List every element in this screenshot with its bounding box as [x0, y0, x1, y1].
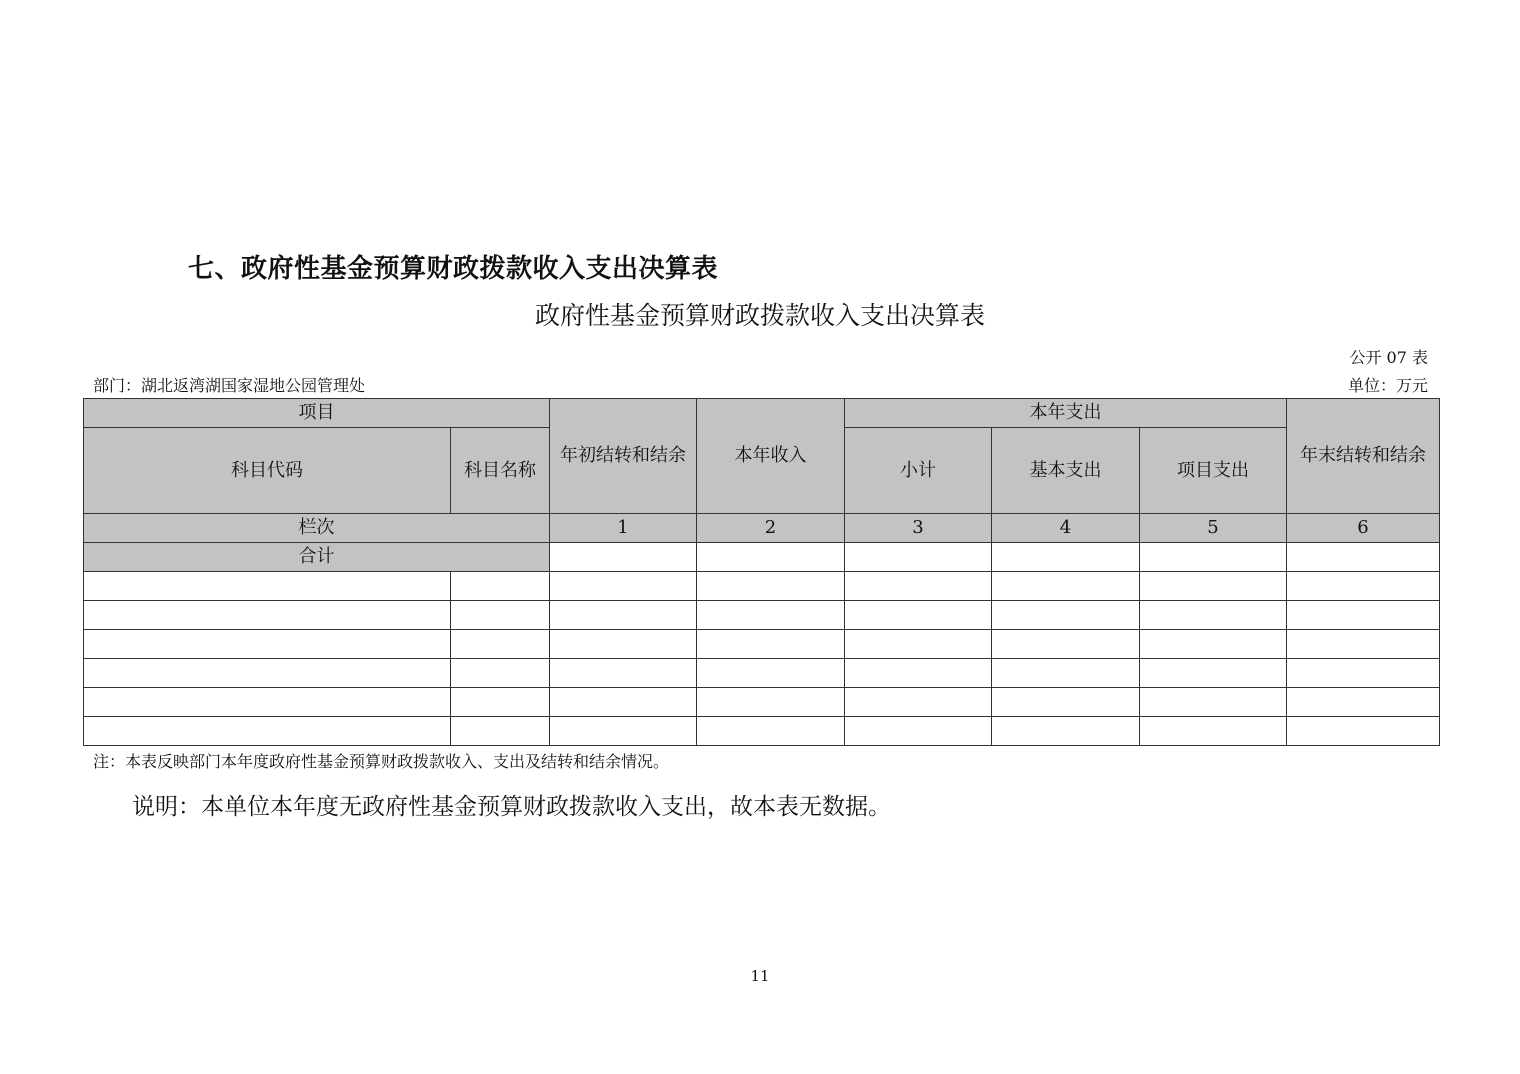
column-index-number: 5	[1140, 514, 1287, 543]
column-index-number: 4	[992, 514, 1140, 543]
section-heading: 七、政府性基金预算财政拨款收入支出决算表	[188, 254, 719, 284]
header-current-year-expenditure: 本年支出	[845, 399, 1287, 428]
table-cell	[697, 630, 845, 659]
header-project-expenditure: 项目支出	[1140, 428, 1287, 514]
table-cell	[697, 601, 845, 630]
table-title: 政府性基金预算财政拨款收入支出决算表	[534, 301, 985, 330]
table-cell	[697, 717, 845, 746]
table-cell	[84, 717, 451, 746]
table-cell	[1287, 659, 1440, 688]
table-cell	[550, 630, 697, 659]
header-opening-balance: 年初结转和结余	[550, 399, 697, 514]
table-cell	[1287, 601, 1440, 630]
table-cell	[451, 630, 550, 659]
table-cell	[992, 630, 1140, 659]
form-code: 公开 07 表	[1349, 348, 1428, 367]
table-cell	[84, 572, 451, 601]
header-subject-code: 科目代码	[84, 428, 451, 514]
table-cell	[451, 659, 550, 688]
department-label: 部门：湖北返湾湖国家湿地公园管理处	[93, 376, 366, 395]
table-cell	[992, 688, 1140, 717]
table-cell	[992, 659, 1140, 688]
table-cell	[1287, 630, 1440, 659]
table-cell	[845, 572, 992, 601]
table-cell	[550, 572, 697, 601]
table-note: 注：本表反映部门本年度政府性基金预算财政拨款收入、支出及结转和结余情况。	[93, 752, 670, 771]
budget-table	[83, 398, 1440, 746]
column-index-label: 栏次	[84, 514, 550, 543]
table-cell	[1140, 659, 1287, 688]
table-cell	[84, 688, 451, 717]
explanation-text: 说明：本单位本年度无政府性基金预算财政拨款收入支出，故本表无数据。	[132, 794, 891, 820]
total-cell	[550, 543, 697, 572]
column-index-number: 3	[845, 514, 992, 543]
table-cell	[1140, 601, 1287, 630]
table-cell	[1140, 630, 1287, 659]
page-number: 11	[750, 967, 770, 985]
table-row	[84, 572, 1440, 601]
table-cell	[992, 572, 1140, 601]
table-cell	[992, 717, 1140, 746]
table-cell	[451, 717, 550, 746]
table-cell	[845, 659, 992, 688]
total-label: 合计	[84, 543, 550, 572]
table-row	[84, 717, 1440, 746]
table-cell	[697, 688, 845, 717]
total-row	[84, 543, 1440, 572]
total-cell	[1140, 543, 1287, 572]
column-index-number: 1	[550, 514, 697, 543]
header-subtotal: 小计	[845, 428, 992, 514]
header-subject-name: 科目名称	[451, 428, 550, 514]
table-row	[84, 601, 1440, 630]
table-cell	[550, 688, 697, 717]
header-closing-balance: 年末结转和结余	[1287, 399, 1440, 514]
total-cell	[992, 543, 1140, 572]
table-cell	[697, 659, 845, 688]
header-basic-expenditure: 基本支出	[992, 428, 1140, 514]
table-cell	[550, 659, 697, 688]
table-cell	[1287, 717, 1440, 746]
table-row	[84, 688, 1440, 717]
header-row-1	[84, 399, 1440, 428]
header-project: 项目	[84, 399, 550, 428]
table-cell	[1287, 572, 1440, 601]
column-index-number: 6	[1287, 514, 1440, 543]
column-index-row	[84, 514, 1440, 543]
table-cell	[992, 601, 1140, 630]
table-cell	[1140, 717, 1287, 746]
table-cell	[697, 572, 845, 601]
table-cell	[845, 717, 992, 746]
header-current-year-income: 本年收入	[697, 399, 845, 514]
table-row	[84, 630, 1440, 659]
column-index-number: 2	[697, 514, 845, 543]
total-cell	[697, 543, 845, 572]
table-cell	[84, 630, 451, 659]
table-cell	[1287, 688, 1440, 717]
table-cell	[451, 572, 550, 601]
total-cell	[845, 543, 992, 572]
table-cell	[1140, 572, 1287, 601]
table-cell	[550, 717, 697, 746]
table-cell	[1140, 688, 1287, 717]
table-cell	[845, 688, 992, 717]
table-cell	[845, 630, 992, 659]
table-row	[84, 659, 1440, 688]
table-cell	[845, 601, 992, 630]
table-cell	[451, 688, 550, 717]
table-cell	[84, 659, 451, 688]
table-cell	[84, 601, 451, 630]
total-cell	[1287, 543, 1440, 572]
table-cell	[451, 601, 550, 630]
unit-label: 单位：万元	[1347, 376, 1428, 395]
table-cell	[550, 601, 697, 630]
